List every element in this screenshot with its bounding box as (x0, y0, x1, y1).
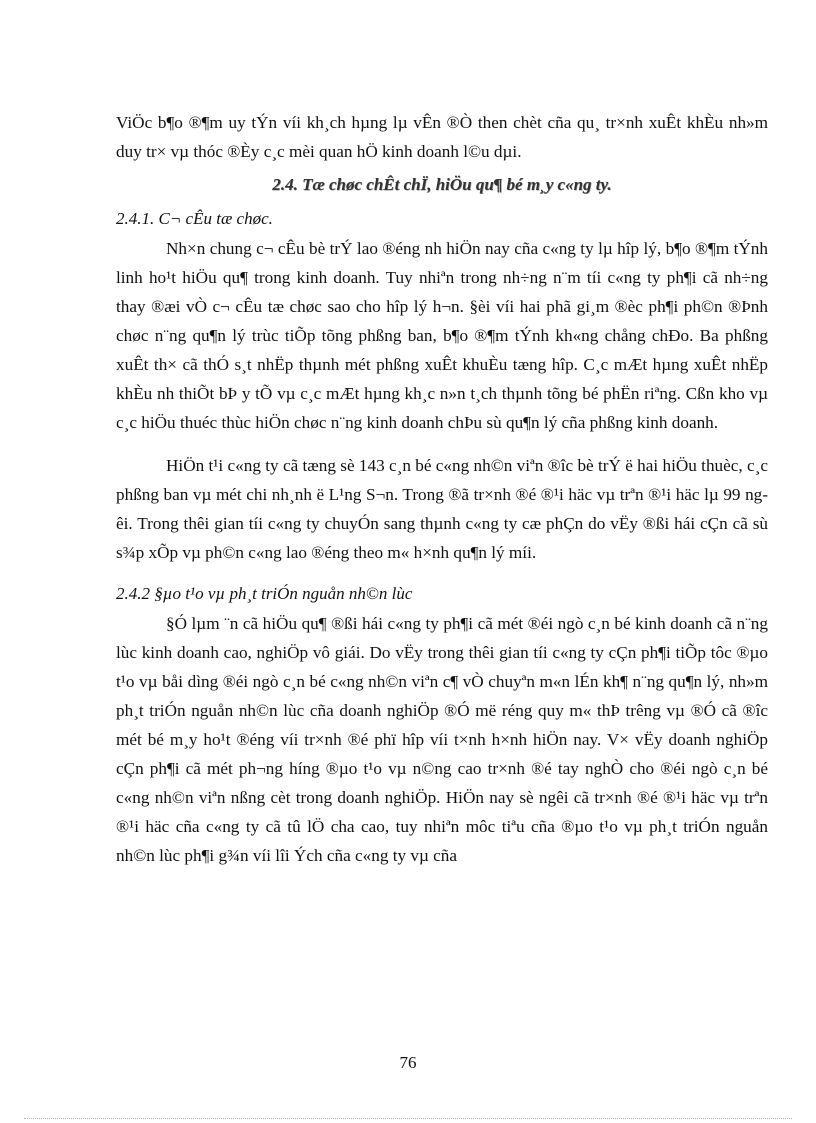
paragraph-staff: HiÖn t¹i c«ng ty cã tæng sè 143 c¸n bé c«ng nh©n viªn ®îc bè trÝ ë hai hiÖu thuèc, c¸c phßng ban vµ mét chi nh¸nh ë L¹ng S¬n. Trong ®ã tr×nh ®é ®¹i häc vµ trªn ®¹i häc lµ 99 ngêi. Trong thêi gian tíi c«ng ty chuyÓn sang thµnh c«ng ty cæ phÇn do vËy ®ßi hái cÇn cã sù s¾p xÕp vµ ph©n c«ng lao ®éng theo m« h×nh qu¶n lý míi. (116, 456, 768, 562)
section-heading-2-4: 2.4. Tæ chøc chÊt chÏ, hiÖu qu¶ bé m¸y c«ng ty. (272, 175, 612, 194)
paragraph-structure: Nh×n chung c¬ cÊu bè trÝ lao ®éng nh hiÖn nay cña c«ng ty lµ hîp lý, b¶o ®¶m tÝnh linh ho¹t hiÖu qu¶ trong kinh doanh. Tuy nhiªn trong nh÷ng n¨m tíi c«ng ty ph¶i cã nh÷ng thay ®æi vÒ c¬ cÊu tæ chøc sao cho hîp lý h¬n. §èi víi hai phã gi¸m ®èc ph¶i ph©n ®Þnh chøc n¨ng qu¶n lý trùc tiÕp tõng phßng ban, b¶o ®¶m tÝnh kh«ng chång chÐo. Ba phßng xuÊt th× cã thÓ s¸t nhËp thµnh mét phßng xuÊt khuÈu tæng hîp. C¸c mÆt hµng xuÊt nhËp khÈu nh thiÕt bÞ y tÕ vµ c¸c mÆt hµng kh¸c n»n t¸ch thµnh tõng bé phËn riªng. Cßn kho vµ c¸c hiÖu thuéc thùc hiÖn chøc n¨ng kinh doanh chÞu sù qu¶n lý cña phßng kinh doanh. (116, 239, 768, 432)
document-body (116, 108, 768, 870)
paragraph-training: §Ó lµm ¨n cã hiÖu qu¶ ®ßi hái c«ng ty ph¶i cã mét ®éi ngò c¸n bé kinh doanh cã n¨ng lùc kinh doanh cao, nghiÖp vô giái. Do vËy trong thêi gian tíi c«ng ty cÇn ph¶i tiÕp tôc ®µo t¹o vµ båi dìng ®éi ngò c¸n bé c«ng nh©n viªn c¶ vÒ chuyªn m«n lÉn kh¶ n¨ng qu¶n lý, nh»m ph¸t triÓn nguån nh©n lùc cña doanh nghiÖp ®Ó më réng quy m« thÞ trêng vµ ®Ó cã ®îc mét bé m¸y ho¹t ®éng víi tr×nh ®é phï hîp víi t×nh h×nh hiÖn nay. V× vËy doanh nghiÖp cÇn ph¶i cã mét ph¬ng híng ®µo t¹o vµ n©ng cao tr×nh ®é tay nghÒ cho ®éi ngò c¸n bé c«ng nh©n viªn nßng cèt trong doanh nghiÖp. HiÖn nay sè ngêi cã tr×nh ®é ®¹i häc vµ trªn ®¹i häc cña c«ng ty cã tû lÖ cha cao, tuy nhiªn môc tiªu cña ®µo t¹o vµ ph¸t triÓn nguån nh©n lùc ph¶i g¾n víi lîi Ých cña c«ng ty vµ cña (116, 614, 768, 865)
page-bottom-divider (24, 1118, 792, 1119)
page-number: 76 (399, 1053, 417, 1072)
subsection-heading-2-4-1: 2.4.1. C¬ cÊu tæ chøc. (116, 209, 273, 228)
subsection-heading-2-4-2: 2.4.2 §µo t¹o vµ ph¸t triÓn nguån nh©n lùc (116, 584, 413, 603)
paragraph-intro: ViÖc b¶o ®¶m uy tÝn víi kh¸ch hµng lµ vÊn ®Ò then chèt cña qu¸ tr×nh xuÊt khÈu nh»m duy tr× vµ thóc ®Èy c¸c mèi quan hÖ kinh doanh l©u dµi. (116, 113, 768, 161)
